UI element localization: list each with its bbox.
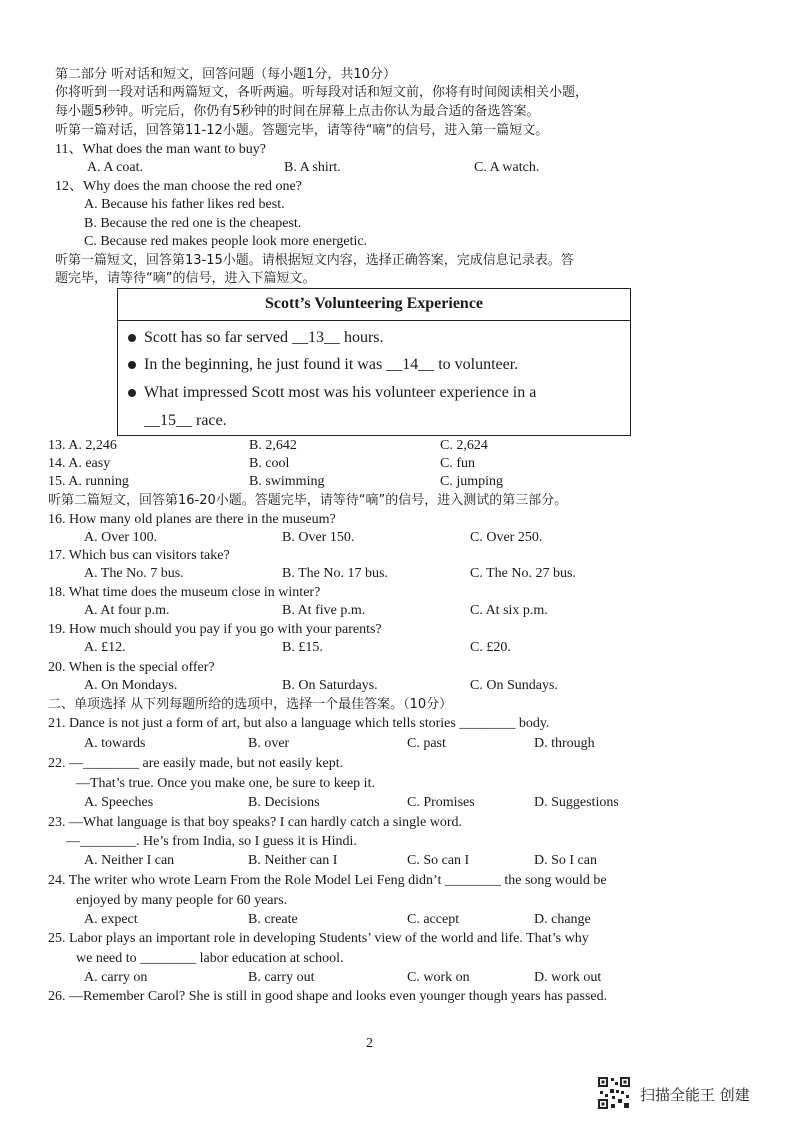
question-23-stem: —________. He’s from India, so I guess it is Hindi. — [66, 834, 357, 849]
table-row: What impressed Scott most was his volunteer experience in a — [128, 384, 536, 402]
passage1-instruction: 听第一篇短文，回答第13-15小题。请根据短文内容，选择正确答案，完成信息记录表。答 — [55, 253, 574, 268]
question-24-option-c: C. accept — [407, 912, 460, 927]
question-12-option-c: C. Because red makes people look more energetic. — [84, 234, 368, 249]
part2-instruction: 你将听到一段对话和两篇短文，各听两遍。听每段对话和短文前，你将有时间阅读相关小题， — [55, 85, 589, 100]
question-25-option-b: B. carry out — [248, 970, 315, 985]
question-22-option-b: B. Decisions — [248, 795, 320, 810]
question-26-stem: 26. —Remember Carol? She is still in good shape and looks even younger though years has passed. — [48, 989, 608, 1004]
question-11-option-c: C. A watch. — [474, 160, 540, 175]
question-12-option-a: A. Because his father likes red best. — [84, 197, 285, 212]
table-divider — [118, 320, 630, 321]
question-20-option-c: C. On Sundays. — [470, 678, 558, 693]
question-22-option-d: D. Suggestions — [534, 795, 619, 810]
question-21-option-c: C. past — [407, 736, 446, 751]
table-row: __15__ race. — [144, 412, 227, 429]
question-17-option-c: C. The No. 27 bus. — [470, 566, 576, 581]
qr-code-icon — [597, 1076, 631, 1110]
question-25-option-a: A. carry on — [84, 970, 148, 985]
table-row: In the beginning, he just found it was __14__ to volunteer. — [128, 356, 518, 374]
question-25-stem: we need to ________ labor education at school. — [76, 951, 344, 966]
part2-heading: 第二部分 听对话和短文，回答问题（每小题1分，共10分） — [55, 67, 396, 82]
question-25-option-c: C. work on — [407, 970, 470, 985]
question-24-option-b: B. create — [248, 912, 298, 927]
question-12-stem: 12、Why does the man choose the red one? — [55, 179, 302, 194]
page-number: 2 — [366, 1036, 373, 1051]
scanner-brand-label: 扫描全能王 创建 — [640, 1086, 750, 1104]
question-19-option-b: B. £15. — [282, 640, 323, 655]
question-24-option-d: D. change — [534, 912, 591, 927]
question-21-option-d: D. through — [534, 736, 595, 751]
question-13-option-a: 13. A. 2,246 — [48, 438, 117, 453]
info-record-table — [117, 288, 631, 436]
question-15-option-b: B. swimming — [249, 474, 325, 489]
table-title: Scott’s Volunteering Experience — [264, 295, 484, 312]
question-16-option-a: A. Over 100. — [84, 530, 158, 545]
passage2-instruction: 听第二篇短文，回答第16-20小题。答题完毕，请等待“嘀”的信号，进入测试的第三部分。 — [48, 493, 568, 508]
question-18-option-c: C. At six p.m. — [470, 603, 548, 618]
question-21-option-b: B. over — [248, 736, 290, 751]
question-23-stem: 23. —What language is that boy speaks? I can hardly catch a single word. — [48, 815, 463, 830]
question-22-option-a: A. Speeches — [84, 795, 154, 810]
question-13-option-b: B. 2,642 — [249, 438, 297, 453]
question-21-option-a: A. towards — [84, 736, 146, 751]
question-23-option-c: C. So can I — [407, 853, 470, 868]
question-15-option-a: 15. A. running — [48, 474, 129, 489]
question-11-option-a: A. A coat. — [87, 160, 143, 175]
question-14-option-a: 14. A. easy — [48, 456, 111, 471]
question-17-option-b: B. The No. 17 bus. — [282, 566, 388, 581]
question-20-option-b: B. On Saturdays. — [282, 678, 378, 693]
section2-heading: 二、单项选择 从下列每题所给的选项中，选择一个最佳答案。（10分） — [48, 697, 453, 712]
question-18-option-b: B. At five p.m. — [282, 603, 366, 618]
question-24-stem: 24. The writer who wrote Learn From the Role Model Lei Feng didn’t ________ the song would be — [48, 873, 607, 888]
question-13-option-c: C. 2,624 — [440, 438, 488, 453]
bullet-icon — [128, 361, 136, 369]
question-20-stem: 20. When is the special offer? — [48, 660, 215, 675]
question-21-stem: 21. Dance is not just a form of art, but also a language which tells stories ________ body. — [48, 716, 550, 731]
table-row: Scott has so far served __13__ hours. — [128, 329, 384, 347]
part2-instruction: 每小题5秒钟。听完后，你仍有5秒钟的时间在屏幕上点击你认为最合适的备选答案。 — [55, 104, 540, 119]
question-14-option-b: B. cool — [249, 456, 290, 471]
question-15-option-c: C. jumping — [440, 474, 504, 489]
question-16-option-c: C. Over 250. — [470, 530, 543, 545]
question-19-option-a: A. £12. — [84, 640, 126, 655]
question-24-option-a: A. expect — [84, 912, 138, 927]
question-23-option-d: D. So I can — [534, 853, 597, 868]
question-22-stem: —That’s true. Once you make one, be sure to keep it. — [76, 776, 375, 791]
part2-instruction: 听第一篇对话，回答第11-12小题。答题完毕，请等待“嘀”的信号，进入第一篇短文。 — [55, 123, 549, 138]
question-23-option-b: B. Neither can I — [248, 853, 338, 868]
question-18-stem: 18. What time does the museum close in winter? — [48, 585, 321, 600]
question-18-option-a: A. At four p.m. — [84, 603, 170, 618]
question-17-stem: 17. Which bus can visitors take? — [48, 548, 230, 563]
question-16-option-b: B. Over 150. — [282, 530, 355, 545]
bullet-icon — [128, 389, 136, 397]
question-11-stem: 11、What does the man want to buy? — [55, 142, 266, 157]
question-17-option-a: A. The No. 7 bus. — [84, 566, 184, 581]
question-16-stem: 16. How many old planes are there in the museum? — [48, 512, 336, 527]
question-23-option-a: A. Neither I can — [84, 853, 175, 868]
bullet-icon — [128, 334, 136, 342]
question-19-stem: 19. How much should you pay if you go with your parents? — [48, 622, 382, 637]
question-12-option-b: B. Because the red one is the cheapest. — [84, 216, 302, 231]
question-25-option-d: D. work out — [534, 970, 602, 985]
question-24-stem: enjoyed by many people for 60 years. — [76, 893, 288, 908]
question-20-option-a: A. On Mondays. — [84, 678, 178, 693]
question-14-option-c: C. fun — [440, 456, 475, 471]
question-22-option-c: C. Promises — [407, 795, 475, 810]
question-11-option-b: B. A shirt. — [284, 160, 341, 175]
passage1-instruction: 题完毕，请等待“嘀”的信号，进入下篇短文。 — [55, 271, 316, 286]
question-25-stem: 25. Labor plays an important role in developing Students’ view of the world and life. That’s why — [48, 931, 589, 946]
question-19-option-c: C. £20. — [470, 640, 511, 655]
question-22-stem: 22. —________ are easily made, but not easily kept. — [48, 756, 344, 771]
